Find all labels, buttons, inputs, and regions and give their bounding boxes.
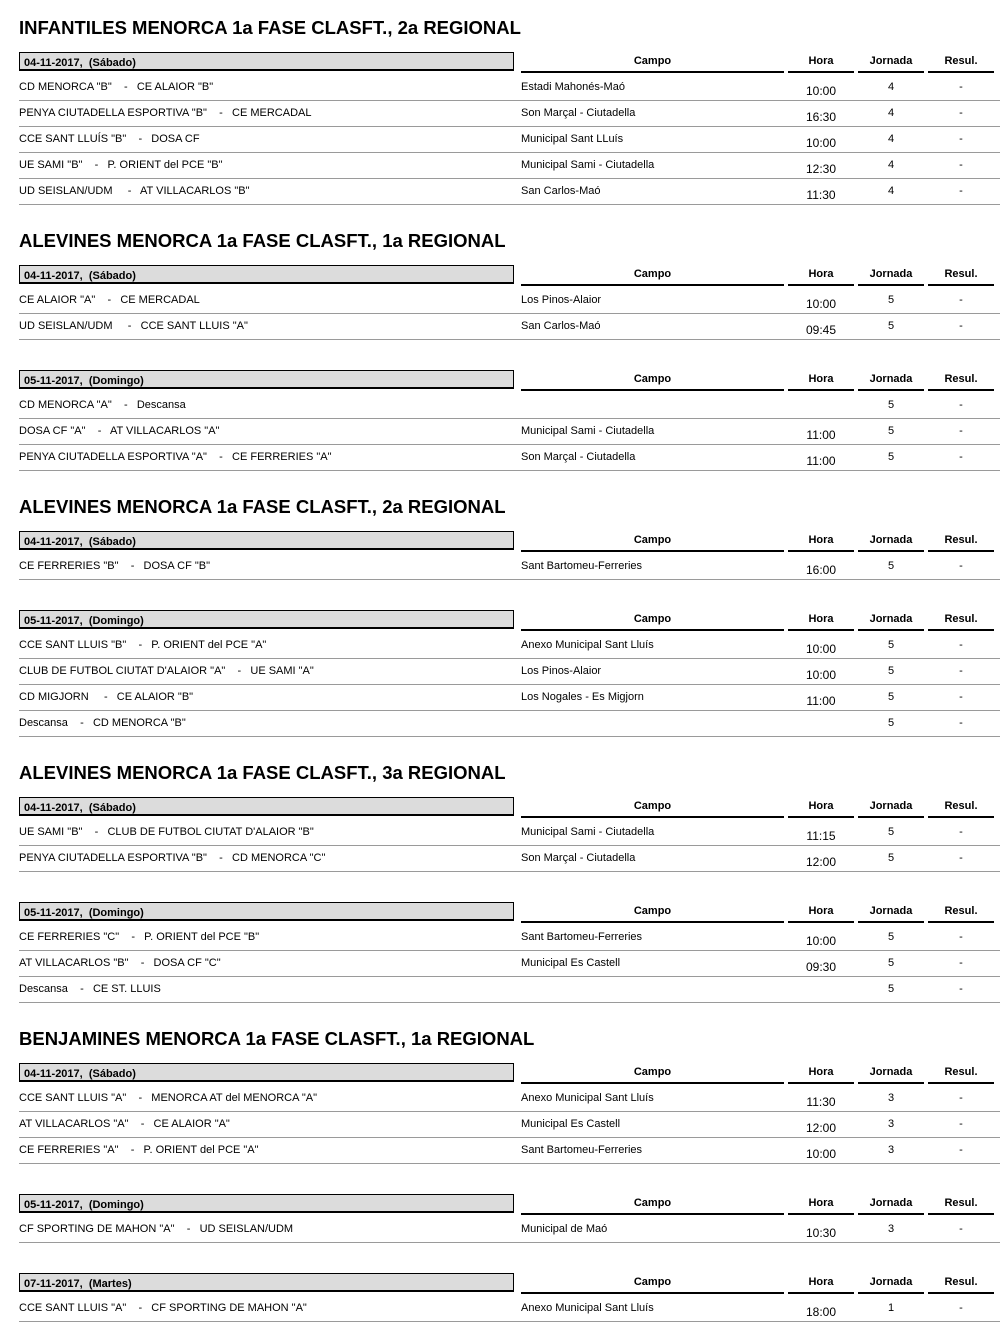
group-header bbox=[0, 52, 1000, 75]
date-header: 04-11-2017, (Sábado) bbox=[19, 265, 514, 284]
match-result: - bbox=[959, 665, 963, 677]
section-title: INFANTILES MENORCA 1a FASE CLASFT., 2a REGIONAL bbox=[19, 17, 521, 38]
match-result: - bbox=[959, 185, 963, 197]
match-result: - bbox=[959, 1223, 963, 1235]
match-teams: Descansa - CD MENORCA "B" bbox=[19, 717, 186, 729]
group-header bbox=[0, 1273, 1000, 1296]
match-time: 16:30 bbox=[805, 110, 837, 124]
table-row bbox=[19, 1139, 1000, 1164]
column-header-campo: Campo bbox=[521, 370, 784, 391]
column-header-resul: Resul. bbox=[928, 1063, 994, 1084]
date-header: 04-11-2017, (Sábado) bbox=[19, 531, 514, 550]
table-row bbox=[19, 634, 1000, 659]
match-result: - bbox=[959, 294, 963, 306]
matchday-group bbox=[0, 265, 1000, 340]
table-row bbox=[19, 1218, 1000, 1243]
match-time: 18:00 bbox=[805, 1305, 837, 1319]
match-jornada: 5 bbox=[887, 983, 895, 995]
match-venue: Anexo Municipal Sant Lluís bbox=[521, 1092, 654, 1104]
match-teams: CLUB DE FUTBOL CIUTAT D'ALAIOR "A" - UE SAMI "A" bbox=[19, 665, 314, 677]
column-header-hora: Hora bbox=[788, 265, 854, 286]
match-teams: AT VILLACARLOS "A" - CE ALAIOR "A" bbox=[19, 1118, 230, 1130]
match-time: 11:15 bbox=[806, 829, 836, 843]
match-result: - bbox=[959, 826, 963, 838]
match-time: 10:00 bbox=[805, 136, 837, 150]
match-teams: CF SPORTING DE MAHON "A" - UD SEISLAN/UDM bbox=[19, 1223, 294, 1235]
column-header-hora: Hora bbox=[788, 370, 854, 391]
column-header-hora: Hora bbox=[788, 1273, 854, 1294]
match-jornada: 3 bbox=[887, 1118, 895, 1130]
match-result: - bbox=[959, 451, 963, 463]
table-row bbox=[19, 1297, 1000, 1322]
match-result: - bbox=[959, 983, 963, 995]
match-result: - bbox=[959, 1144, 963, 1156]
group-header bbox=[0, 265, 1000, 288]
table-row bbox=[19, 952, 1000, 977]
match-jornada: 3 bbox=[887, 1092, 895, 1104]
table-row bbox=[19, 1113, 1000, 1138]
column-header-campo: Campo bbox=[521, 531, 784, 552]
match-jornada: 3 bbox=[887, 1223, 895, 1235]
matchday-group bbox=[0, 610, 1000, 737]
column-header-campo: Campo bbox=[521, 1273, 784, 1294]
column-header-campo: Campo bbox=[521, 797, 784, 818]
match-jornada: 5 bbox=[887, 717, 895, 729]
match-jornada: 5 bbox=[887, 294, 895, 306]
match-result: - bbox=[959, 107, 963, 119]
match-venue: Sant Bartomeu-Ferreries bbox=[521, 1144, 643, 1156]
match-teams: PENYA CIUTADELLA ESPORTIVA "B" - CE MERCADAL bbox=[19, 107, 312, 119]
table-row bbox=[19, 847, 1000, 872]
match-venue: Municipal Es Castell bbox=[521, 1118, 621, 1130]
match-jornada: 5 bbox=[887, 931, 895, 943]
column-header-resul: Resul. bbox=[928, 370, 994, 391]
match-venue: Son Marçal - Ciutadella bbox=[521, 451, 636, 463]
match-venue: Municipal Es Castell bbox=[521, 957, 621, 969]
competition-section bbox=[0, 213, 1000, 471]
group-header bbox=[0, 902, 1000, 925]
match-venue: Estadi Mahonés-Maó bbox=[521, 81, 625, 93]
column-header-campo: Campo bbox=[521, 902, 784, 923]
match-teams: UE SAMI "B" - CLUB DE FUTBOL CIUTAT D'ALAIOR "B" bbox=[19, 826, 314, 838]
match-jornada: 5 bbox=[887, 639, 895, 651]
match-time: 10:00 bbox=[805, 642, 837, 656]
group-header bbox=[0, 1063, 1000, 1086]
match-jornada: 5 bbox=[887, 399, 895, 411]
column-header-resul: Resul. bbox=[928, 610, 994, 631]
match-venue: San Carlos-Maó bbox=[521, 320, 601, 332]
match-jornada: 5 bbox=[887, 852, 895, 864]
section-title: ALEVINES MENORCA 1a FASE CLASFT., 1a REGIONAL bbox=[19, 230, 506, 251]
table-row bbox=[19, 154, 1000, 179]
match-result: - bbox=[959, 691, 963, 703]
group-header bbox=[0, 531, 1000, 554]
table-row bbox=[19, 128, 1000, 153]
match-time: 09:30 bbox=[805, 960, 837, 974]
table-row bbox=[19, 394, 1000, 419]
date-header: 07-11-2017, (Martes) bbox=[19, 1273, 514, 1292]
match-teams: CD MENORCA "B" - CE ALAIOR "B" bbox=[19, 81, 214, 93]
table-row bbox=[19, 420, 1000, 445]
match-result: - bbox=[959, 957, 963, 969]
matchday-group bbox=[0, 1063, 1000, 1164]
match-jornada: 4 bbox=[887, 185, 895, 197]
match-result: - bbox=[959, 425, 963, 437]
match-time: 12:30 bbox=[805, 162, 837, 176]
column-header-jornada: Jornada bbox=[858, 797, 924, 818]
section-title: BENJAMINES MENORCA 1a FASE CLASFT., 1a REGIONAL bbox=[19, 1028, 535, 1049]
table-row bbox=[19, 446, 1000, 471]
competition-section bbox=[0, 479, 1000, 737]
table-row bbox=[19, 1087, 1000, 1112]
match-time: 11:00 bbox=[806, 454, 836, 468]
match-venue: Municipal Sami - Ciutadella bbox=[521, 159, 655, 171]
column-header-hora: Hora bbox=[788, 1063, 854, 1084]
date-header: 04-11-2017, (Sábado) bbox=[19, 52, 514, 71]
match-time: 10:00 bbox=[805, 84, 837, 98]
match-result: - bbox=[959, 133, 963, 145]
table-row bbox=[19, 102, 1000, 127]
column-header-campo: Campo bbox=[521, 52, 784, 73]
column-header-hora: Hora bbox=[788, 797, 854, 818]
match-result: - bbox=[959, 1302, 963, 1314]
table-row bbox=[19, 712, 1000, 737]
match-result: - bbox=[959, 399, 963, 411]
column-header-campo: Campo bbox=[521, 265, 784, 286]
match-teams: CE ALAIOR "A" - CE MERCADAL bbox=[19, 294, 200, 306]
match-result: - bbox=[959, 320, 963, 332]
column-header-resul: Resul. bbox=[928, 1273, 994, 1294]
column-header-hora: Hora bbox=[788, 52, 854, 73]
match-time: 12:00 bbox=[805, 1121, 837, 1135]
match-time: 09:45 bbox=[805, 323, 837, 337]
match-result: - bbox=[959, 81, 963, 93]
column-header-jornada: Jornada bbox=[858, 1063, 924, 1084]
match-jornada: 5 bbox=[887, 451, 895, 463]
date-header: 05-11-2017, (Domingo) bbox=[19, 610, 514, 629]
competition-section bbox=[0, 745, 1000, 1003]
column-header-hora: Hora bbox=[788, 902, 854, 923]
match-teams: CCE SANT LLUIS "A" - MENORCA AT del MENORCA "A" bbox=[19, 1092, 318, 1104]
match-jornada: 5 bbox=[887, 665, 895, 677]
match-jornada: 3 bbox=[887, 1144, 895, 1156]
match-teams: CE FERRERIES "C" - P. ORIENT del PCE "B" bbox=[19, 931, 260, 943]
match-jornada: 5 bbox=[887, 425, 895, 437]
match-jornada: 5 bbox=[887, 560, 895, 572]
matchday-group bbox=[0, 531, 1000, 580]
group-header bbox=[0, 797, 1000, 820]
match-time: 11:30 bbox=[806, 188, 836, 202]
match-result: - bbox=[959, 639, 963, 651]
column-header-resul: Resul. bbox=[928, 797, 994, 818]
match-jornada: 4 bbox=[887, 107, 895, 119]
match-venue: San Carlos-Maó bbox=[521, 185, 601, 197]
match-result: - bbox=[959, 931, 963, 943]
match-jornada: 5 bbox=[887, 691, 895, 703]
column-header-jornada: Jornada bbox=[858, 531, 924, 552]
column-header-hora: Hora bbox=[788, 1194, 854, 1215]
match-venue: Municipal de Maó bbox=[521, 1223, 608, 1235]
date-header: 05-11-2017, (Domingo) bbox=[19, 1194, 514, 1213]
match-venue: Los Pinos-Alaior bbox=[521, 294, 602, 306]
section-title: ALEVINES MENORCA 1a FASE CLASFT., 3a REGIONAL bbox=[19, 762, 506, 783]
match-result: - bbox=[959, 159, 963, 171]
match-teams: CCE SANT LLUÍS "B" - DOSA CF bbox=[19, 133, 200, 145]
table-row bbox=[19, 180, 1000, 205]
date-header: 04-11-2017, (Sábado) bbox=[19, 1063, 514, 1082]
column-header-campo: Campo bbox=[521, 610, 784, 631]
match-venue: Los Nogales - Es Migjorn bbox=[521, 691, 644, 703]
matchday-group bbox=[0, 52, 1000, 205]
match-teams: UD SEISLAN/UDM - AT VILLACARLOS "B" bbox=[19, 185, 250, 197]
match-teams: CCE SANT LLUIS "A" - CF SPORTING DE MAHON "A" bbox=[19, 1302, 307, 1314]
matchday-group bbox=[0, 902, 1000, 1003]
match-teams: CD MIGJORN - CE ALAIOR "B" bbox=[19, 691, 194, 703]
competition-section bbox=[0, 0, 1000, 205]
match-venue: Municipal Sant LLuís bbox=[521, 133, 624, 145]
column-header-jornada: Jornada bbox=[858, 265, 924, 286]
match-result: - bbox=[959, 1092, 963, 1104]
match-jornada: 4 bbox=[887, 133, 895, 145]
match-time: 12:00 bbox=[805, 855, 837, 869]
match-jornada: 4 bbox=[887, 81, 895, 93]
match-teams: CE FERRERIES "B" - DOSA CF "B" bbox=[19, 560, 211, 572]
table-row bbox=[19, 555, 1000, 580]
match-result: - bbox=[959, 717, 963, 729]
table-row bbox=[19, 315, 1000, 340]
match-teams: Descansa - CE ST. LLUIS bbox=[19, 983, 161, 995]
match-teams: PENYA CIUTADELLA ESPORTIVA "A" - CE FERRERIES "A" bbox=[19, 451, 332, 463]
match-jornada: 5 bbox=[887, 826, 895, 838]
match-venue: Anexo Municipal Sant Lluís bbox=[521, 639, 654, 651]
match-venue: Son Marçal - Ciutadella bbox=[521, 107, 636, 119]
group-header bbox=[0, 1194, 1000, 1217]
match-teams: DOSA CF "A" - AT VILLACARLOS "A" bbox=[19, 425, 220, 437]
match-time: 10:00 bbox=[805, 297, 837, 311]
column-header-jornada: Jornada bbox=[858, 370, 924, 391]
column-header-resul: Resul. bbox=[928, 902, 994, 923]
match-jornada: 5 bbox=[887, 320, 895, 332]
column-header-jornada: Jornada bbox=[858, 902, 924, 923]
match-teams: CE FERRERIES "A" - P. ORIENT del PCE "A" bbox=[19, 1144, 259, 1156]
match-jornada: 4 bbox=[887, 159, 895, 171]
match-teams: AT VILLACARLOS "B" - DOSA CF "C" bbox=[19, 957, 221, 969]
table-row bbox=[19, 821, 1000, 846]
match-teams: UD SEISLAN/UDM - CCE SANT LLUIS "A" bbox=[19, 320, 248, 332]
column-header-jornada: Jornada bbox=[858, 52, 924, 73]
match-time: 10:30 bbox=[805, 1226, 837, 1240]
match-venue: Los Pinos-Alaior bbox=[521, 665, 602, 677]
competition-section bbox=[0, 1011, 1000, 1322]
column-header-resul: Resul. bbox=[928, 1194, 994, 1215]
match-teams: CD MENORCA "A" - Descansa bbox=[19, 399, 186, 411]
column-header-resul: Resul. bbox=[928, 52, 994, 73]
match-time: 11:30 bbox=[806, 1095, 836, 1109]
matchday-group bbox=[0, 370, 1000, 471]
match-jornada: 1 bbox=[887, 1302, 895, 1314]
match-teams: PENYA CIUTADELLA ESPORTIVA "B" - CD MENORCA "C" bbox=[19, 852, 326, 864]
date-header: 05-11-2017, (Domingo) bbox=[19, 370, 514, 389]
match-teams: UE SAMI "B" - P. ORIENT del PCE "B" bbox=[19, 159, 223, 171]
match-time: 10:00 bbox=[805, 1147, 837, 1161]
match-jornada: 5 bbox=[887, 957, 895, 969]
match-result: - bbox=[959, 852, 963, 864]
table-row bbox=[19, 289, 1000, 314]
table-row bbox=[19, 926, 1000, 951]
match-venue: Sant Bartomeu-Ferreries bbox=[521, 560, 643, 572]
match-venue: Anexo Municipal Sant Lluís bbox=[521, 1302, 654, 1314]
matchday-group bbox=[0, 1194, 1000, 1243]
date-header: 05-11-2017, (Domingo) bbox=[19, 902, 514, 921]
match-time: 11:00 bbox=[806, 694, 836, 708]
section-title: ALEVINES MENORCA 1a FASE CLASFT., 2a REGIONAL bbox=[19, 496, 506, 517]
column-header-jornada: Jornada bbox=[858, 1273, 924, 1294]
match-time: 16:00 bbox=[805, 563, 837, 577]
table-row bbox=[19, 76, 1000, 101]
column-header-campo: Campo bbox=[521, 1194, 784, 1215]
table-row bbox=[19, 660, 1000, 685]
match-venue: Municipal Sami - Ciutadella bbox=[521, 425, 655, 437]
date-header: 04-11-2017, (Sábado) bbox=[19, 797, 514, 816]
group-header bbox=[0, 370, 1000, 393]
table-row bbox=[19, 686, 1000, 711]
match-time: 10:00 bbox=[805, 934, 837, 948]
match-teams: CCE SANT LLUIS "B" - P. ORIENT del PCE "A" bbox=[19, 639, 267, 651]
match-time: 11:00 bbox=[806, 428, 836, 442]
column-header-hora: Hora bbox=[788, 531, 854, 552]
column-header-resul: Resul. bbox=[928, 531, 994, 552]
table-row bbox=[19, 978, 1000, 1003]
column-header-jornada: Jornada bbox=[858, 1194, 924, 1215]
group-header bbox=[0, 610, 1000, 633]
match-result: - bbox=[959, 560, 963, 572]
column-header-hora: Hora bbox=[788, 610, 854, 631]
matchday-group bbox=[0, 1273, 1000, 1322]
match-venue: Son Marçal - Ciutadella bbox=[521, 852, 636, 864]
match-result: - bbox=[959, 1118, 963, 1130]
match-time: 10:00 bbox=[805, 668, 837, 682]
match-venue: Municipal Sami - Ciutadella bbox=[521, 826, 655, 838]
column-header-jornada: Jornada bbox=[858, 610, 924, 631]
matchday-group bbox=[0, 797, 1000, 872]
column-header-resul: Resul. bbox=[928, 265, 994, 286]
column-header-campo: Campo bbox=[521, 1063, 784, 1084]
match-venue: Sant Bartomeu-Ferreries bbox=[521, 931, 643, 943]
